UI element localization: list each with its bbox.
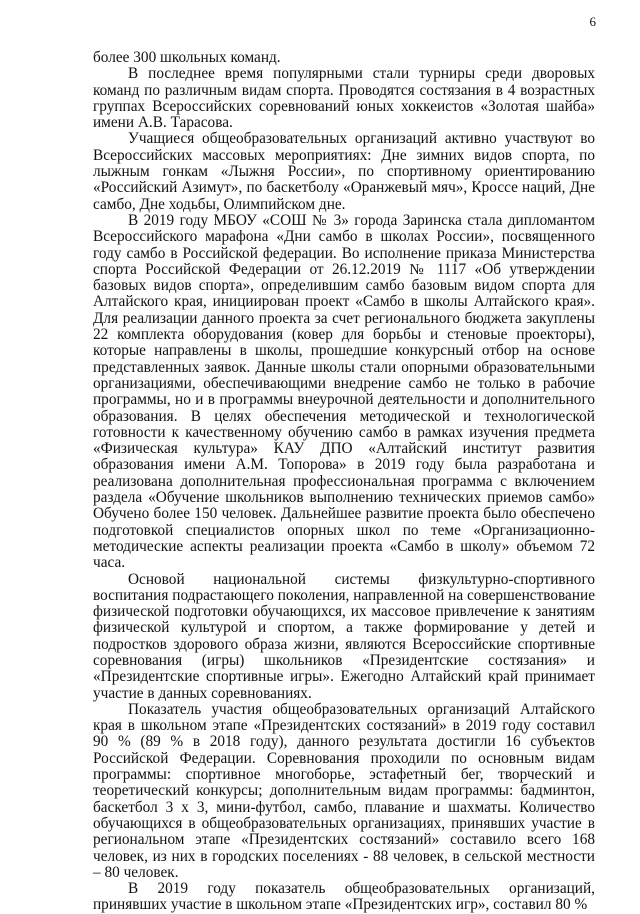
paragraph-6: Показатель участия общеобразовательных организаций Алтайского края в школьном этапе «Президентских состязаний» в 2019 году составил 90 % (89 % в 2018 году), данного результата достигли 16 субъектов Российской Федерации. Соревнования проходили по основным видам программы: спортивное многоборье, эстафетный бег, творческий и теоретический конкурсы; дополнительным видам программы: бадминтон, баскетбол 3 х 3, мини-футбол, самбо, плавание и шахматы. Количество обучающихся в общеобразовательных организациях, принявших участие в региональном этапе «Президентских состязаний» составило всего 168 человек, из них в городских поселениях - 88 человек, в сельской местности – 80 человек. (93, 700, 595, 881)
paragraph-5: Основой национальной системы физкультурно-спортивного воспитания подрастающего поколения, направленной на совершенствование физической подготовки обучающихся, их массовое привлечение к занятиям физической культурой и спортом, а также формирование у детей и подростков здорового образа жизни, являются Всероссийские спортивные соревнования (игры) школьников «Президентские состязания» и «Президентские спортивные игры». Ежегодно Алтайский край принимает участие в данных соревнованиях. (93, 570, 595, 702)
document-body (93, 50, 595, 914)
paragraph-2: В последнее время популярными стали турниры среди дворовых команд по различным видам спорта. Проводятся состязания в 4 возрастных группах Всероссийских соревнований юных хоккеистов «Золотая шайба» имени А.В. Тарасова. (93, 65, 595, 132)
page-number: 6 (589, 14, 596, 29)
paragraph-4: В 2019 году МБОУ «СОШ № 3» города Заринска стала дипломантом Всероссийского марафона «Дни самбо в школах России», посвященного году самбо в Российской федерации. Во исполнение приказа Министерства спорта Российской Федерации от 26.12.2019 № 1117 «Об утверждении базовых видов спорта», определившим самбо базовым видом спорта для Алтайского края, инициирован проект «Самбо в школы Алтайского края». Для реализации данного проекта за счет регионального бюджета закуплены 22 комплекта оборудования (ковер для борьбы и стеновые проекторы), которые направлены в школы, прошедшие конкурсный отбор на основе представленных заявок. Данные школы стали опорными образовательными организациями, обеспечивающими внедрение самбо не только в рабочие программы, но и в программы внеурочной деятельности и дополнительного образования. В целях обеспечения методической и технологической готовности к качественному обучению самбо в рамках изучения предмета «Физическая культура» КАУ ДПО «Алтайский институт развития образования имени А.М. Топорова» в 2019 году была разработана и реализована дополнительная профессиональная программа с включением раздела «Обучение школьников выполнению технических приемов самбо» Обучено более 150 человек. Дальнейшее развитие проекта было обеспечено подготовкой специалистов опорных школ по теме «Организационно-методические аспекты реализации проекта «Самбо в школу» объемом 72 часа. (93, 211, 595, 572)
paragraph-1: более 300 школьных команд. (93, 49, 281, 66)
paragraph-3: Учащиеся общеобразовательных организаций активно участвуют во Всероссийских массовых мероприятиях: Дне зимних видов спорта, по лыжным гонкам «Лыжня России», по спортивному ориентированию «Российский Азимут», по баскетболу «Оранжевый мяч», Кроссе наций, Дне самбо, Дне ходьбы, Олимпийском дне. (93, 130, 595, 213)
paragraph-7: В 2019 году показатель общеобразовательных организаций, принявших участие в школьном этапе «Президентских игр», составил 80 % (93, 880, 595, 914)
